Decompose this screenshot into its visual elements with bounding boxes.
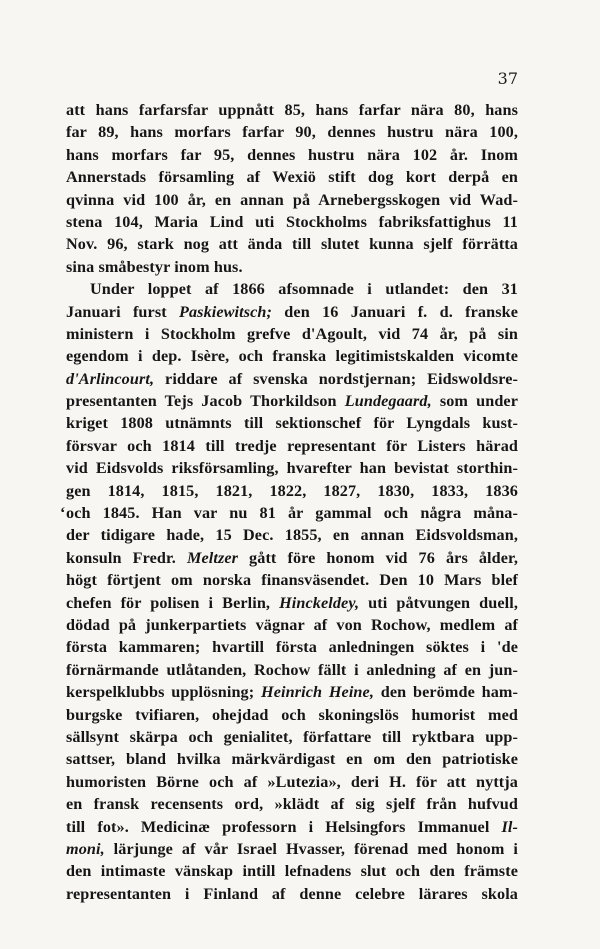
text-segment: Under loppet af 1866 afsomnade i utlandet: den 31 — [90, 280, 518, 299]
text-line — [66, 636, 518, 658]
text-segment: Nov. 96, stark nog att ända till slutet kunna sjelf förrätta — [66, 235, 518, 254]
text-segment: första kammaren; hvartill första anledningen söktes i 'de — [66, 638, 518, 657]
text-line — [66, 368, 518, 390]
text-segment: der tidigare hade, 15 Dec. 1855, en annan Eidsvoldsman, — [66, 526, 518, 545]
text-line — [66, 614, 518, 636]
text-segment: en fransk recensents ord, »klädt af sig sjelf från hufvud — [66, 795, 518, 814]
text-segment: egendom i dep. Isère, och franska legitimistskalden vicomte — [66, 347, 518, 366]
text-line — [66, 726, 518, 748]
text-line — [66, 412, 518, 434]
text-segment: gått före honom vid 76 års ålder, — [238, 548, 518, 567]
text-line — [66, 592, 518, 614]
text-segment: hans morfars far 95, dennes hustru nära 102 år. Inom — [66, 145, 518, 164]
italic-name: d'Arlincourt, — [66, 369, 155, 388]
text-segment: gen 1814, 1815, 1821, 1822, 1827, 1830, 1833, 1836 — [66, 481, 518, 500]
body-text — [66, 99, 518, 905]
text-segment: far 89, hans morfars farfar 90, dennes hustru nära 100, — [66, 123, 518, 142]
text-line — [66, 860, 518, 882]
italic-name: Paskiewitsch; — [179, 302, 273, 321]
text-segment: den 16 Januari f. d. franske — [272, 302, 518, 321]
text-line — [66, 233, 518, 255]
text-line — [66, 390, 518, 412]
text-segment: försvar och 1814 till tredje representant för Listers härad — [66, 436, 518, 455]
text-segment: den berömde ham- — [373, 683, 518, 702]
text-segment: kerspelklubbs upplösning; — [66, 683, 262, 702]
text-segment: Annerstads församling af Wexiö stift dog kort derpå en — [66, 168, 518, 187]
text-line — [66, 771, 518, 793]
text-segment: vid Eidsvolds riksförsamling, hvarefter han bevistat storthin- — [66, 459, 518, 478]
text-line — [66, 166, 518, 188]
text-segment: konsuln Fredr. — [66, 548, 187, 567]
text-segment: burgske tvifiaren, ohejdad och skoningslös humorist med — [66, 705, 518, 724]
text-line — [66, 883, 518, 905]
text-segment: presentanten Tejs Jacob Thorkildson — [66, 392, 345, 411]
text-segment: representanten i Finland af denne celebre lärares skola — [66, 884, 518, 903]
text-line — [66, 323, 518, 345]
text-line — [66, 457, 518, 479]
italic-name: Hinckeldey, — [279, 593, 360, 612]
italic-name: Meltzer — [186, 548, 239, 567]
italic-name: Heinrich Heine, — [261, 683, 374, 702]
text-line — [66, 502, 518, 524]
text-line — [66, 816, 518, 838]
text-segment: qvinna vid 100 år, en annan på Arnebergsskogen vid Wad- — [66, 190, 518, 209]
text-segment: och 1845. Han var nu 81 år gammal och några måna- — [66, 504, 518, 523]
text-line — [66, 659, 518, 681]
page-number: 37 — [497, 69, 518, 88]
text-line — [66, 838, 518, 860]
text-line — [66, 793, 518, 815]
text-line — [66, 345, 518, 367]
text-line — [66, 301, 518, 323]
text-segment: stena 104, Maria Lind uti Stockholms fabriksfattighus 11 — [66, 212, 518, 231]
text-line — [66, 278, 518, 300]
text-segment: förnärmande utlåtanden, Rochow fällt i anledning af en jun- — [66, 660, 518, 679]
text-line — [66, 681, 518, 703]
text-segment: till fot». Medicinæ professorn i Helsingfors Immanuel — [66, 817, 502, 836]
text-line — [66, 547, 518, 569]
text-segment: den intimaste vänskap intill lefnadens slut och den främste — [66, 862, 518, 881]
text-line — [66, 524, 518, 546]
italic-name: Lundegaard, — [344, 392, 432, 411]
text-line — [66, 189, 518, 211]
text-line — [66, 704, 518, 726]
text-line — [66, 121, 518, 143]
text-segment: ministern i Stockholm grefve d'Agoult, vid 74 år, på sin — [66, 324, 518, 343]
text-segment: chefen för polisen i Berlin, — [66, 593, 280, 612]
text-segment: lärjunge af vår Israel Hvasser, förenad med honom i — [104, 839, 518, 858]
text-segment: som under — [431, 392, 518, 411]
text-line — [66, 480, 518, 502]
italic-name: Il- — [501, 817, 518, 836]
text-segment: riddare af svenska nordstjernan; Eidswoldsre- — [154, 369, 518, 388]
text-segment: dödad på junkerpartiets vägnar af von Rochow, medlem af — [66, 615, 518, 634]
text-segment: att hans farfarsfar uppnått 85, hans farfar nära 80, hans — [66, 101, 518, 119]
text-line — [66, 748, 518, 770]
text-line — [66, 144, 518, 166]
text-line — [66, 211, 518, 233]
text-segment: högt förtjent om norska finansväsendet. Den 10 Mars blef — [66, 571, 518, 590]
text-segment: kriget 1808 utnämnts till sektionschef för Lyngdals kust- — [66, 414, 518, 433]
text-line — [66, 99, 518, 121]
text-line — [66, 435, 518, 457]
text-segment: Januari furst — [66, 302, 179, 321]
text-segment: uti påtvungen duell, — [359, 593, 518, 612]
text-segment: sattser, bland hvilka märkvärdigast en om den patriotiske — [66, 750, 518, 769]
text-line — [66, 569, 518, 591]
text-segment: sällsynt skärpa och genialitet, författare till ryktbara upp- — [66, 727, 518, 746]
italic-name: moni, — [66, 839, 105, 858]
text-segment: sina småbestyr inom hus. — [66, 257, 243, 276]
text-line — [66, 256, 518, 278]
text-segment: humoristen Börne och af »Lutezia», deri H. för att nyttja — [66, 772, 518, 791]
